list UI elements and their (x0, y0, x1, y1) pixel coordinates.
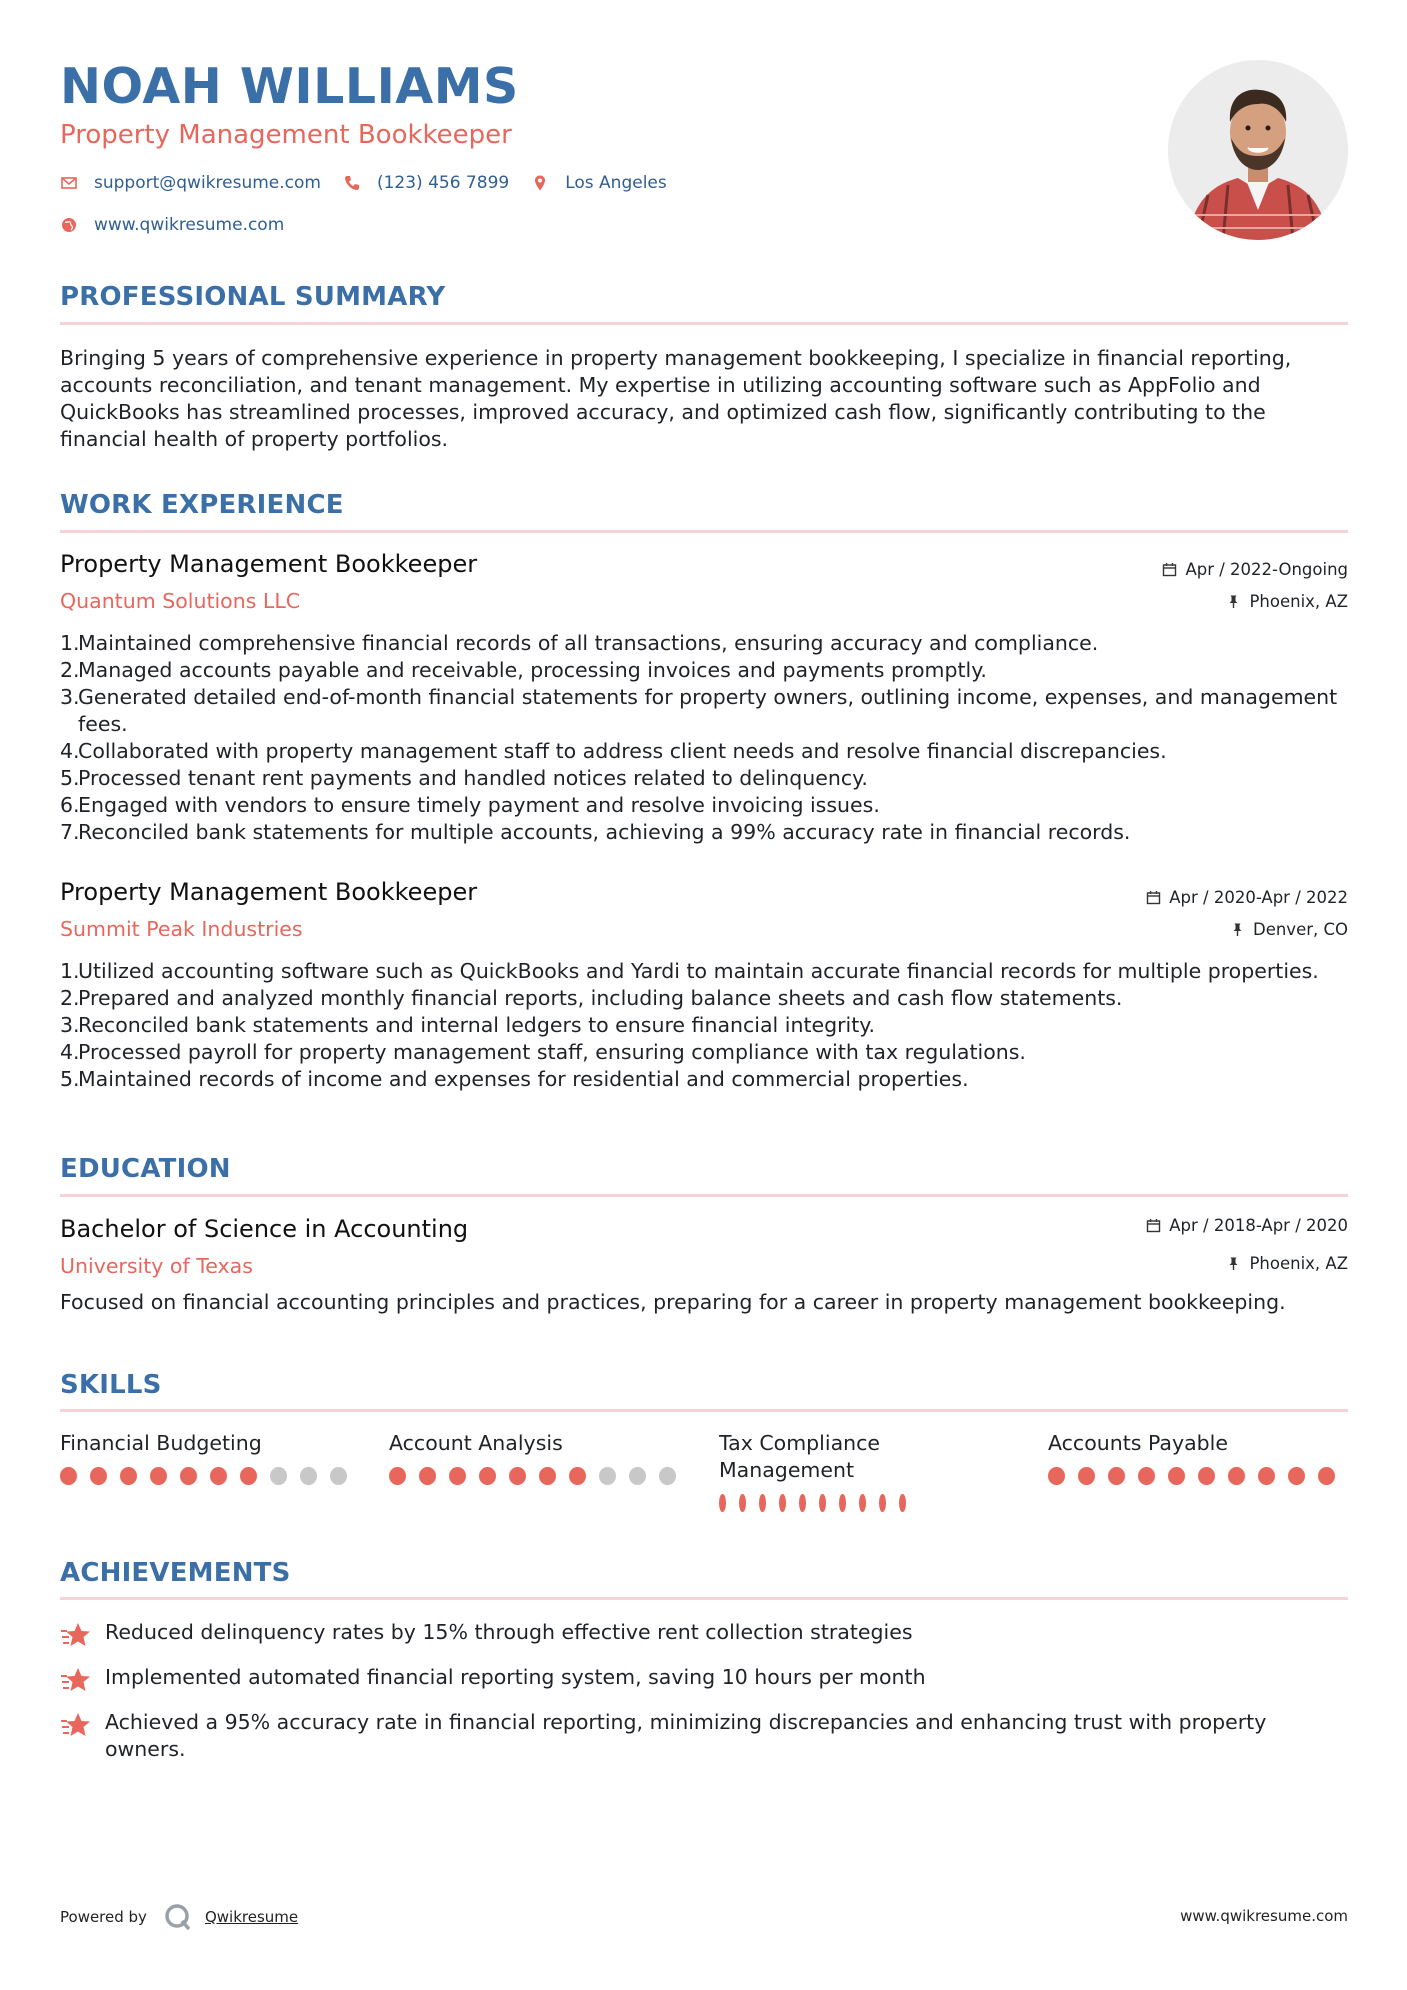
rating-dot-filled (180, 1467, 197, 1485)
rating-dot-empty (599, 1467, 616, 1485)
qwikresume-logo-icon (163, 1902, 193, 1932)
envelope-icon (60, 174, 78, 192)
rating-dot-empty (659, 1467, 676, 1485)
rating-dot-empty (629, 1467, 646, 1485)
job-bullets (60, 630, 1360, 846)
list-item: 1. Maintained comprehensive financial records of all transactions, ensuring accuracy and compliance. (60, 631, 1099, 655)
skill-name: Accounts Payable (1048, 1431, 1228, 1455)
achievement-item (60, 1664, 1350, 1696)
globe-icon (60, 216, 78, 234)
experience-heading: WORK EXPERIENCE (60, 490, 344, 520)
rating-dot-filled (719, 1494, 726, 1512)
rating-dot-filled (1228, 1467, 1245, 1485)
section-divider (60, 1409, 1348, 1412)
achievements-heading: ACHIEVEMENTS (60, 1558, 291, 1588)
section-divider (60, 530, 1348, 533)
rating-dot-filled (90, 1467, 107, 1485)
footer-site-link[interactable]: www.qwikresume.com (1180, 1907, 1348, 1925)
job-dates-text: Apr / 2020-Apr / 2022 (1169, 888, 1348, 907)
skill-item (60, 1430, 360, 1485)
rating-dot-filled (1078, 1467, 1095, 1485)
rating-dot-filled (759, 1494, 766, 1512)
achievement-text: Reduced delinquency rates by 15% through effective rent collection strategies (105, 1620, 913, 1644)
job-title: Property Management Bookkeeper (60, 550, 478, 578)
rating-dot-filled (240, 1467, 257, 1485)
job-bullets (60, 958, 1360, 1093)
skill-item (389, 1430, 689, 1485)
rating-dot-filled (899, 1494, 906, 1512)
school-name: University of Texas (60, 1254, 253, 1278)
degree-title: Bachelor of Science in Accounting (60, 1215, 469, 1243)
rating-dot-filled (419, 1467, 436, 1485)
rating-dot-empty (300, 1467, 317, 1485)
list-item: 5. Maintained records of income and expenses for residential and commercial properties. (60, 1067, 969, 1091)
summary-heading: PROFESSIONAL SUMMARY (60, 282, 446, 312)
rating-dot-filled (779, 1494, 786, 1512)
map-pin-icon (531, 174, 549, 192)
star-icon (60, 1709, 92, 1741)
location-text: Los Angeles (565, 173, 667, 193)
rating-dot-filled (739, 1494, 746, 1512)
education-location-text: Phoenix, AZ (1249, 1254, 1348, 1273)
list-item: 2. Managed accounts payable and receivable, processing invoices and payments promptly. (60, 658, 987, 682)
list-item: 4. Collaborated with property management staff to address client needs and resolve financial discrepancies. (60, 739, 1167, 763)
education-description: Focused on financial accounting principles and practices, preparing for a career in property management bookkeeping. (60, 1290, 1286, 1314)
rating-dot-filled (879, 1494, 886, 1512)
skill-rating (389, 1467, 689, 1485)
rating-dot-filled (819, 1494, 826, 1512)
footer-powered-by (60, 1902, 298, 1932)
achievement-text: Achieved a 95% accuracy rate in financial reporting, minimizing discrepancies and enhancing trust with property owners. (105, 1710, 1267, 1761)
rating-dot-filled (859, 1494, 866, 1512)
phone-number[interactable]: (123) 456 7899 (376, 173, 510, 193)
rating-dot-empty (330, 1467, 347, 1485)
skills-heading: SKILLS (60, 1370, 162, 1400)
list-item: 4. Processed payroll for property management staff, ensuring compliance with tax regulations. (60, 1040, 1026, 1064)
rating-dot-filled (1288, 1467, 1305, 1485)
rating-dot-filled (449, 1467, 466, 1485)
rating-dot-filled (1048, 1467, 1065, 1485)
avatar (1168, 60, 1348, 240)
section-divider (60, 1597, 1348, 1600)
rating-dot-filled (479, 1467, 496, 1485)
education-heading: EDUCATION (60, 1154, 231, 1184)
calendar-icon (1146, 890, 1161, 905)
job-title: Property Management Bookkeeper (60, 878, 478, 906)
section-divider (60, 322, 1348, 325)
list-item: 3. Generated detailed end-of-month financial statements for property owners, outlining income, expenses, and management fees. (60, 685, 1338, 736)
skill-item (1048, 1430, 1348, 1485)
education-dates (1146, 1216, 1348, 1235)
achievement-item (60, 1709, 1350, 1763)
job-location-text: Denver, CO (1252, 920, 1348, 939)
rating-dot-filled (539, 1467, 556, 1485)
skill-name: Financial Budgeting (60, 1431, 262, 1455)
rating-dot-filled (210, 1467, 227, 1485)
rating-dot-filled (120, 1467, 137, 1485)
list-item: 1. Utilized accounting software such as QuickBooks and Yardi to maintain accurate financial records for multiple properties. (60, 959, 1319, 983)
job-location-text: Phoenix, AZ (1249, 592, 1348, 611)
company-name: Quantum Solutions LLC (60, 589, 301, 613)
website-row (60, 215, 306, 235)
rating-dot-filled (509, 1467, 526, 1485)
candidate-name: NOAH WILLIAMS (60, 58, 519, 115)
contact-row (60, 173, 689, 193)
list-item: 2. Prepared and analyzed monthly financial reports, including balance sheets and cash flow statements. (60, 986, 1123, 1010)
skill-rating (60, 1467, 360, 1485)
list-item: 7. Reconciled bank statements for multiple accounts, achieving a 99% accuracy rate in financial records. (60, 820, 1131, 844)
rating-dot-filled (1318, 1467, 1335, 1485)
job-location (1226, 592, 1348, 611)
skill-name: Account Analysis (389, 1431, 563, 1455)
company-name: Summit Peak Industries (60, 917, 303, 941)
rating-dot-filled (1258, 1467, 1275, 1485)
skill-rating (719, 1494, 919, 1512)
rating-dot-empty (270, 1467, 287, 1485)
section-divider (60, 1194, 1348, 1197)
achievement-text: Implemented automated financial reporting system, saving 10 hours per month (105, 1665, 926, 1689)
phone-icon (343, 174, 361, 192)
rating-dot-filled (1108, 1467, 1125, 1485)
job-location (1230, 920, 1348, 939)
star-icon (60, 1619, 92, 1651)
summary-text: Bringing 5 years of comprehensive experience in property management bookkeeping, I specialize in financial reporting, accounts reconciliation, and tenant management. My expertise in utilizing accounting software such as AppFolio and QuickBooks has streamlined processes, improved accuracy, and optimized cash flow, significantly contributing to the financial health of property portfolios. (60, 346, 1292, 451)
email-link[interactable]: support@qwikresume.com (94, 173, 321, 193)
list-item: 6. Engaged with vendors to ensure timely payment and resolve invoicing issues. (60, 793, 880, 817)
brand-link[interactable]: Qwikresume (204, 1908, 299, 1926)
rating-dot-filled (150, 1467, 167, 1485)
list-item: 3. Reconciled bank statements and internal ledgers to ensure financial integrity. (60, 1013, 875, 1037)
website-link[interactable]: www.qwikresume.com (94, 215, 285, 235)
pushpin-icon (1226, 594, 1241, 609)
achievement-item (60, 1619, 1350, 1651)
skill-item (719, 1430, 919, 1512)
skill-name: Tax Compliance Management (719, 1431, 881, 1482)
star-icon (60, 1664, 92, 1696)
rating-dot-filled (1198, 1467, 1215, 1485)
calendar-icon (1146, 1218, 1161, 1233)
pushpin-icon (1226, 1256, 1241, 1271)
rating-dot-filled (839, 1494, 846, 1512)
education-dates-text: Apr / 2018-Apr / 2020 (1169, 1216, 1348, 1235)
rating-dot-filled (389, 1467, 406, 1485)
rating-dot-filled (60, 1467, 77, 1485)
rating-dot-filled (1168, 1467, 1185, 1485)
job-dates-text: Apr / 2022-Ongoing (1185, 560, 1348, 579)
education-location (1226, 1254, 1348, 1273)
pushpin-icon (1230, 922, 1245, 937)
rating-dot-filled (1138, 1467, 1155, 1485)
skill-rating (1048, 1467, 1348, 1485)
list-item: 5. Processed tenant rent payments and handled notices related to delinquency. (60, 766, 868, 790)
calendar-icon (1162, 562, 1177, 577)
job-dates (1146, 888, 1348, 907)
rating-dot-filled (569, 1467, 586, 1485)
rating-dot-filled (799, 1494, 806, 1512)
job-dates (1162, 560, 1348, 579)
powered-by-label: Powered by (60, 1908, 147, 1926)
candidate-role: Property Management Bookkeeper (60, 120, 512, 150)
